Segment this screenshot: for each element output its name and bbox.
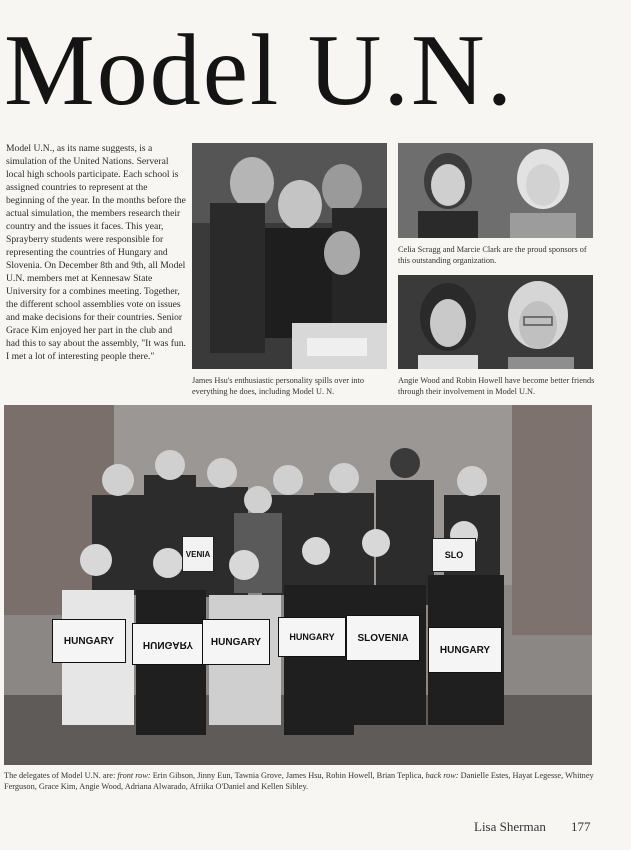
sponsors-caption: Celia Scragg and Marcie Clark are the proud sponsors of this outstanding organization. <box>398 245 587 265</box>
hungary-sign-1: HUNGARY <box>52 619 126 663</box>
back-sign-2: SLO <box>432 538 476 572</box>
photographer-name: Lisa Sherman <box>474 819 546 834</box>
group-caption-back-label: back row: <box>425 771 459 780</box>
page-title: Model U.N. <box>4 14 515 127</box>
page-number: 177 <box>571 819 591 834</box>
sponsors-photo <box>398 143 593 238</box>
intro-paragraph: Model U.N., as its name suggests, is a simulation of the United Nations. Serveral local high schools participate. Each school is assigned countries to represent at the beginning of the year. In the months before the actual simulation, the members research their country and the issues it faces. This year, Sprayberry students were responsible for representing the countries of Hungary and Slovenia. On December 8th and 9th, all Model U.N. members met at Kennesaw State University for a combines meeting. Together, the different school assemblies vote on issues and make decisions for their countries. Senior Grace Kim enjoyed her part in the club and had this to say about the assembly, "It was fun. I met a lot of interesting people there." <box>6 143 186 362</box>
friends-photo <box>398 275 593 369</box>
james-caption: James Hsu's enthusiastic personality spills over into everything he does, including Model U. N. <box>192 376 365 396</box>
group-caption <box>4 770 604 792</box>
group-caption-front-names: Erin Gibson, Jinny Eun, Tawnia Grove, James Hsu, Robin Howell, Brian Teplica, <box>150 771 426 780</box>
friends-caption: Angie Wood and Robin Howell have become better friends through their involvement in Model U.N. <box>398 376 595 396</box>
group-caption-front-label: front row: <box>117 771 151 780</box>
james-photo <box>192 143 387 369</box>
hungary-sign-4: HUNGARY <box>278 617 346 657</box>
hungary-sign-5: HUNGARY <box>428 627 502 673</box>
group-photo <box>4 405 592 765</box>
group-caption-lead: The delegates of Model U.N. are: <box>4 771 118 780</box>
slovenia-sign: SLOVENIA <box>346 615 420 661</box>
back-sign-1: VENIA <box>182 536 214 572</box>
hungary-sign-2-upside-down: HUNGARY <box>132 623 204 665</box>
hungary-sign-3: HUNGARY <box>202 619 270 665</box>
group-caption-back-names: Danielle Estes, Hayat Legesse, Whitney Ferguson, Grace Kim, Angie Wood, Adriana Alwarado, Afriika O'Daniel and Kellen Sibley. <box>4 771 594 791</box>
